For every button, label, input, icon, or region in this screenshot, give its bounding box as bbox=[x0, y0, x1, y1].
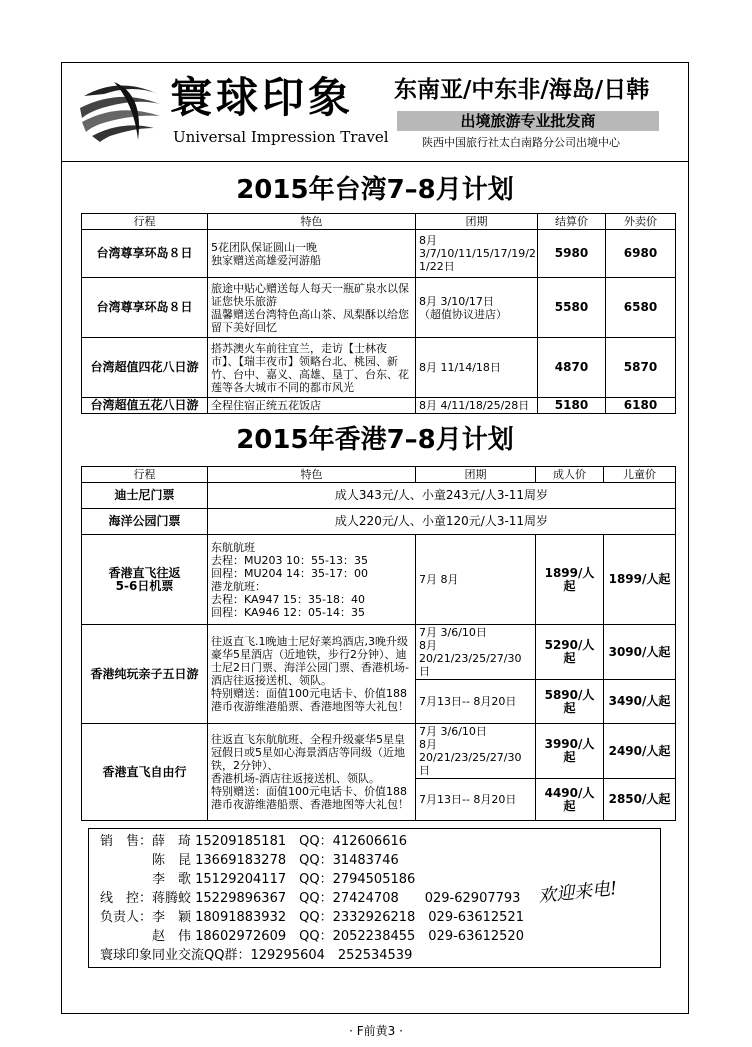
header-divider bbox=[61, 161, 689, 162]
col-header-route: 行程 bbox=[82, 467, 208, 483]
contact-line: 寰球印象同业交流QQ群：129295604 252534539 bbox=[100, 948, 413, 963]
table-row bbox=[82, 278, 676, 338]
contact-line: 赵 伟 18602972609 QQ：2052238455 029-63612520 bbox=[100, 929, 524, 944]
route-dates: 8月 4/11/18/25/28日 bbox=[416, 398, 538, 414]
route-dates: 7月 8月 bbox=[416, 535, 536, 625]
contact-line: 销 售：薛 琦 15209185181 QQ：412606616 bbox=[100, 834, 408, 849]
child-price: 3090/人起 bbox=[604, 625, 676, 680]
route-name: 海洋公园门票 bbox=[82, 509, 208, 535]
table-header-row bbox=[82, 214, 676, 230]
brand-name-cn: 寰球印象 bbox=[170, 73, 355, 122]
page-footer: · F前黄3 · bbox=[349, 1024, 403, 1038]
child-price: 2490/人起 bbox=[604, 724, 676, 779]
col-header-child: 儿童价 bbox=[604, 467, 676, 483]
child-price: 3490/人起 bbox=[604, 680, 676, 724]
col-header-settle: 结算价 bbox=[538, 214, 606, 230]
retail-price: 5870 bbox=[606, 338, 676, 398]
hongkong-plan-title: 2015年香港7–8月计划 bbox=[236, 425, 514, 455]
route-dates: 7月 3/6/10日 8月 20/21/23/25/27/30日 bbox=[416, 625, 536, 680]
contact-line: 李 歌 15129204117 QQ：2794505186 bbox=[100, 872, 416, 887]
route-dates: 8月 3/10/17日 （超值协议进店） bbox=[416, 278, 538, 338]
col-header-dates: 团期 bbox=[416, 467, 536, 483]
table-row bbox=[82, 509, 676, 535]
route-feature: 搭苏澳火车前往宜兰，走访【士林夜市】、【瑞丰夜市】领略台北、桃园、新竹、台中、嘉义、高雄、垦丁、台东、花莲等各大城市不同的都市风光 bbox=[208, 338, 416, 398]
col-header-route: 行程 bbox=[82, 214, 208, 230]
settle-price: 5980 bbox=[538, 230, 606, 278]
ticket-price: 成人343元/人、小童243元/人3-11周岁 bbox=[208, 483, 676, 509]
route-name: 台湾尊享环岛８日 bbox=[82, 278, 208, 338]
settle-price: 4870 bbox=[538, 338, 606, 398]
child-price: 2850/人起 bbox=[604, 779, 676, 821]
route-feature: 往返直飞东航航班、全程升级豪华5星皇冠假日或5星如心海景酒店等同级（近地铁，2分钟）、 香港机场-酒店往返接送机、领队。 特别赠送：面值100元电话卡、价值188港币夜游维港船票、香港地图等大礼包！ bbox=[208, 724, 416, 821]
agency-name: 陕西中国旅行社太白南路分公司出境中心 bbox=[422, 136, 620, 149]
route-name: 香港直飞往返 5-6日机票 bbox=[82, 535, 208, 625]
globe-logo-icon bbox=[74, 74, 164, 146]
settle-price: 5580 bbox=[538, 278, 606, 338]
table-row bbox=[82, 338, 676, 398]
taiwan-table bbox=[81, 213, 676, 414]
table-row bbox=[82, 230, 676, 278]
table-row bbox=[82, 398, 676, 414]
hongkong-table bbox=[81, 466, 676, 821]
route-dates: 8月 3/7/10/11/15/17/19/2 1/22日 bbox=[416, 230, 538, 278]
table-row bbox=[82, 535, 676, 625]
col-header-feature: 特色 bbox=[208, 214, 416, 230]
route-dates: 7月13日-- 8月20日 bbox=[416, 779, 536, 821]
route-name: 迪士尼门票 bbox=[82, 483, 208, 509]
child-price: 1899/人起 bbox=[604, 535, 676, 625]
col-header-retail: 外卖价 bbox=[606, 214, 676, 230]
route-feature: 全程住宿正统五花饭店 bbox=[208, 398, 416, 414]
route-name: 台湾超值四花八日游 bbox=[82, 338, 208, 398]
regions-heading: 东南亚/中东非/海岛/日韩 bbox=[394, 77, 650, 103]
route-name: 香港纯玩亲子五日游 bbox=[82, 625, 208, 724]
col-header-dates: 团期 bbox=[416, 214, 538, 230]
route-name: 台湾超值五花八日游 bbox=[82, 398, 208, 414]
table-header-row bbox=[82, 467, 676, 483]
retail-price: 6180 bbox=[606, 398, 676, 414]
route-feature: 东航航班 去程：MU203 10：55-13：35 回程：MU204 14：35-17：00 港龙航班： 去程：KA947 15：35-18：40 回程：KA946 12：05-14：35 bbox=[208, 535, 416, 625]
route-feature: 5花团队保证圆山一晚 独家赠送高雄爱河游船 bbox=[208, 230, 416, 278]
col-header-feature: 特色 bbox=[208, 467, 416, 483]
brand-name-en: Universal Impression Travel bbox=[173, 128, 389, 146]
adult-price: 1899/人起 bbox=[536, 535, 604, 625]
welcome-handwriting: 欢迎来电! bbox=[537, 877, 619, 908]
col-header-adult: 成人价 bbox=[536, 467, 604, 483]
table-row bbox=[82, 483, 676, 509]
route-dates: 7月 3/6/10日 8月 20/21/23/25/27/30日 bbox=[416, 724, 536, 779]
route-name: 台湾尊享环岛８日 bbox=[82, 230, 208, 278]
contact-line: 线 控：蒋腾蛟 15229896367 QQ：27424708 029-62907793 bbox=[100, 891, 521, 906]
route-dates: 8月 11/14/18日 bbox=[416, 338, 538, 398]
adult-price: 5890/人起 bbox=[536, 680, 604, 724]
retail-price: 6580 bbox=[606, 278, 676, 338]
taiwan-plan-title: 2015年台湾7–8月计划 bbox=[236, 175, 514, 205]
route-name: 香港直飞自由行 bbox=[82, 724, 208, 821]
retail-price: 6980 bbox=[606, 230, 676, 278]
adult-price: 3990/人起 bbox=[536, 724, 604, 779]
table-row bbox=[82, 625, 676, 680]
table-row bbox=[82, 724, 676, 779]
contact-line: 陈 昆 13669183278 QQ：31483746 bbox=[100, 853, 399, 868]
business-banner: 出境旅游专业批发商 bbox=[397, 111, 659, 131]
ticket-price: 成人220元/人、小童120元/人3-11周岁 bbox=[208, 509, 676, 535]
route-feature: 往返直飞.1晚迪士尼好莱坞酒店,3晚升级豪华5星酒店（近地铁，步行2分钟）、迪士尼2日门票、海洋公园门票、香港机场-酒店往返接送机、领队。 特别赠送：面值100元电话卡、价值188港币夜游维港船票、香港地图等大礼包！ bbox=[208, 625, 416, 724]
adult-price: 4490/人起 bbox=[536, 779, 604, 821]
contact-line: 负责人：李 颖 18091883932 QQ：2332926218 029-63612521 bbox=[100, 910, 524, 925]
adult-price: 5290/人起 bbox=[536, 625, 604, 680]
settle-price: 5180 bbox=[538, 398, 606, 414]
route-dates: 7月13日-- 8月20日 bbox=[416, 680, 536, 724]
route-feature: 旅途中贴心赠送每人每天一瓶矿泉水以保证您快乐旅游 温馨赠送台湾特色高山茶、凤梨酥以给您留下美好回忆 bbox=[208, 278, 416, 338]
